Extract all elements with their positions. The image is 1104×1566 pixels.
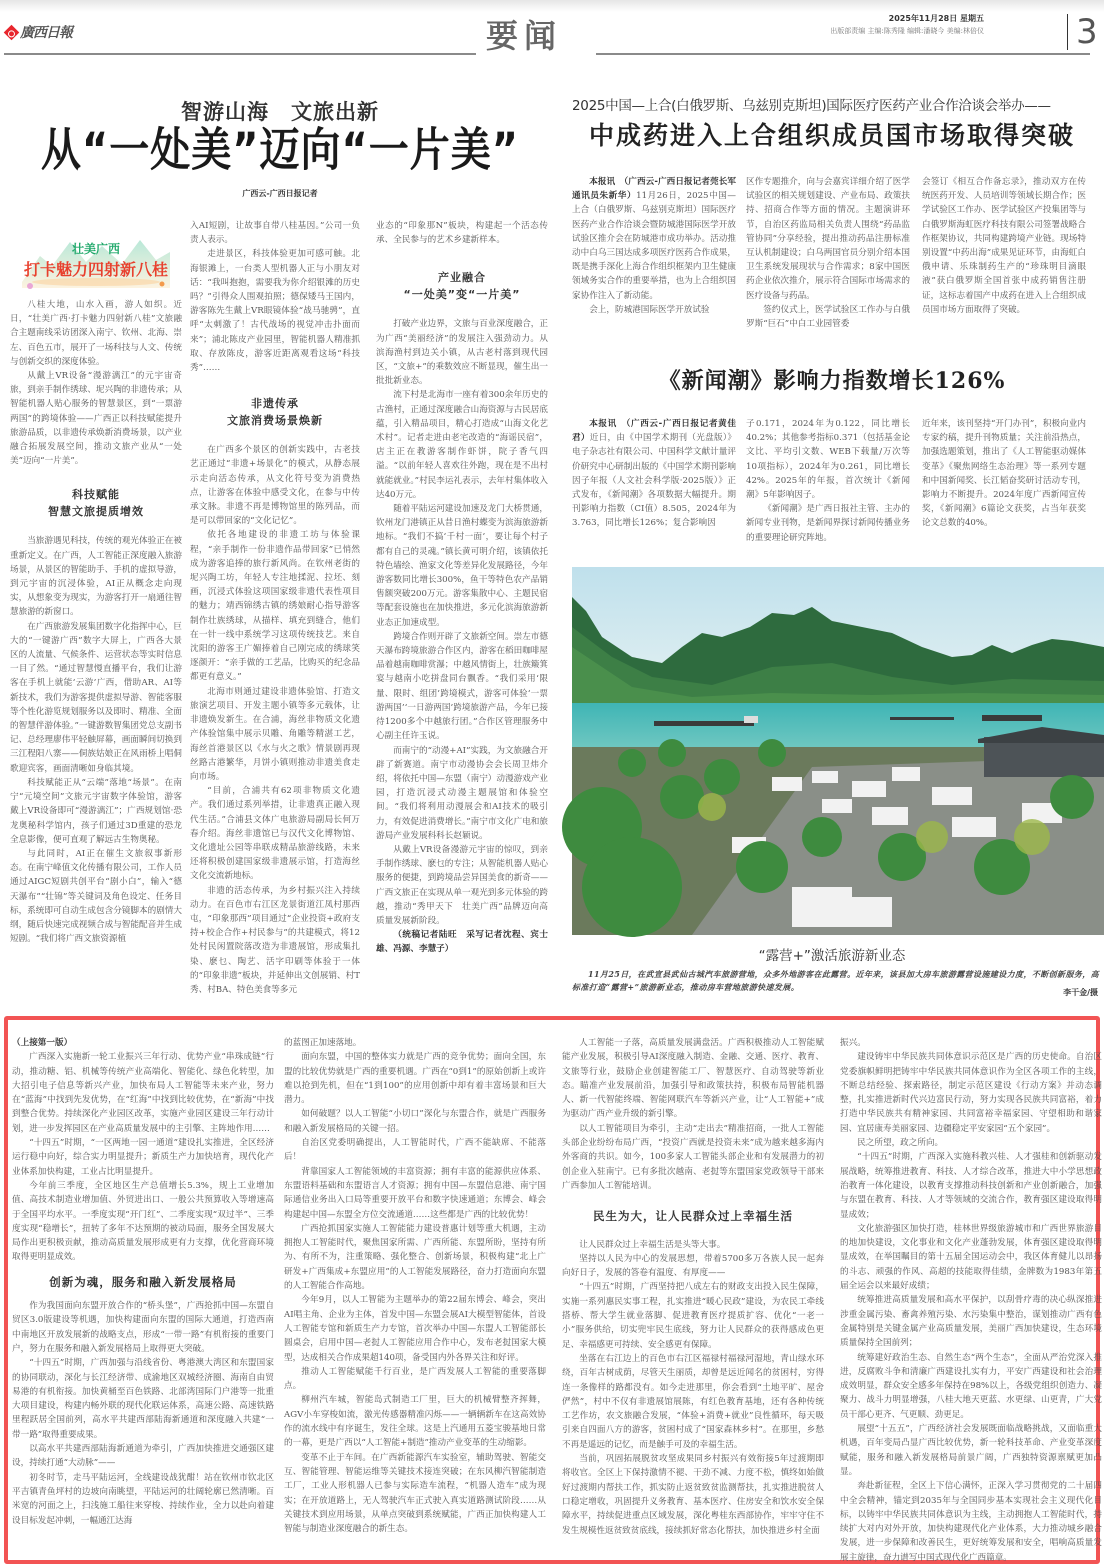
author-signature: （统稿记者陆旺 采写记者沈程、宾士雄、冯源、李慧子） — [376, 930, 548, 955]
photo-title: “露营+”激活旅游新业态 — [758, 948, 906, 964]
section-heading-innovation: 创新为魂，服务和融入新发展格局 — [49, 1274, 237, 1289]
paragraph: 近年来，该刊坚持“开门办刊”，积极向业内专家约稿，提升刊物质量；关注前沿热点，加强选题策划，推出了《人工智能驱动媒体变革》《聚焦网络生态治理》等一系列专题和中国新闻奖、长江韬奋奖研讨活动专刊，影响力不断提升。2024年度广西新闻宣传奖，《新闻潮》6篇论文获奖，占当年获奖论文总数的40%。 — [922, 419, 1086, 529]
paragraph: 业态的“印象那N”板块，构建起一个活态传承、全民参与的艺术乡建新样本。 — [376, 221, 548, 246]
badge-line1: 壮美广西 — [71, 242, 120, 256]
paragraph: 而南宁的“动漫+AI”实践，为文旅融合开辟了新赛道。南宁市动漫协会会长周卫炜介绍，将依托中国—东盟（南宁）动漫游戏产业园，打造沉浸式动漫主题展馆和体验空间。“我们将利用动漫展会和AI技术的吸引力，有效促进消费增长。”南宁市文化广电和旅游局产业发展科科长赵颖说。 — [376, 745, 548, 841]
photo-illustration — [572, 567, 1104, 935]
right-article-col3 — [922, 175, 1086, 317]
paragraph: 签约仪式上，医学试验区工作办与白俄罗斯“巨石”中白工业园管委 — [746, 304, 910, 330]
subhead-line: 科技赋能 — [72, 488, 120, 502]
paragraph: “十四五”时期，广西深入实施科教兴桂、人才强桂和创新驱动发展战略，统筹推进教育、科技、人才综合改革，推进大中小学思想政治教育一体化建设，以教育支撑推动科技创新和产业创新融合，加强与东盟在教育、科技、人才等领域的交流合作，教育强区建设取得明显成效； — [840, 1152, 1102, 1220]
paragraph: 在广西多个景区的创新实践中，古老技艺正通过“非遗+场景化”的模式，从静态展示走向活态传承，从文化符号变为消费热点，让游客在体验中感受文化，在参与中传承文脉。非遗不再是博物馆里的陈列品，而是可以带回家的“文化记忆”。 — [190, 445, 360, 527]
left-article-kicker: 智游山海 文旅出新 — [181, 99, 379, 124]
paragraph: 以人工智能项目为牵引，主动“走出去”精准招商，一批人工智能头部企业纷纷布局广西，“投资广西就是投资未来”成为越来越多海内外客商的共识。如今，100多家人工智能头部企业和有发展潜力的初创企业入驻南宁。已有多批次越南、老挝等东盟国家党政领导干部来广西参加人工智能培训。 — [562, 1123, 824, 1191]
paragraph: 推动人工智能赋能千行百业，是广西发展人工智能的重要落脚点。 — [284, 1366, 546, 1392]
logo-diamond-icon — [4, 24, 20, 40]
continued-label: （上接第一版） — [12, 1038, 73, 1048]
bottom-col2 — [284, 1036, 546, 1552]
header-rule-right — [596, 53, 1090, 55]
paragraph: 北海市则通过建设非遗体验馆、打造文旅演艺项目、开发主题小镇等多元载体，让非遗焕发新生。在合浦，海丝非物质文化遗产体验馆集中展示贝雕、角雕等精湛工艺，海丝首港景区以《水与火之歌》情景剧再现丝路古港繁华，月饼小镇则推动非遗美食走向市场。 — [190, 686, 360, 782]
paragraph: 的蓝图正加速落地。 — [284, 1038, 362, 1048]
paragraph: 会上，防城港国际医学开放试验 — [589, 304, 710, 315]
lead-label: 本报讯 （广西云-广西日报记者莞长军 通讯员朱新华） — [572, 177, 745, 202]
paragraph: 非遗的活态传承，为乡村振兴注入持续动力。在百色市右江区龙景街道江凤村那西屯，“印象那西”项目通过“企业投资+政府支持+校企合作+村民参与”的共建模式，将12处村民闲置院落改造为非遗展馆，形成集扎染、麽乜、陶艺、活字印刷等体验于一体的“印象非遗”板块，并延伸出文创展销、村T秀、村BA、特色美食等多元 — [190, 885, 360, 995]
badge-line2: 打卡魅力四射新八桂 — [23, 260, 168, 279]
right-article-headline: 中成药进入上合组织成员国市场取得突破 — [588, 121, 1075, 150]
paragraph-text: 11月26日，2025中国—上合（白俄罗斯、乌兹别克斯坦）国际医疗医药产业合作洽谈会暨防城港国际医学开放试验区推介会在防城港市成功举办。活动推动中白乌三国达成多项医疗医药合作成果，既是携手深化上海合作组织框架内卫生健康领域务实合作的重要举措，也为上合组织国家协作注入了新动能。 — [572, 191, 736, 301]
paragraph: 流下村是北海市一座有着300余年历史的古渔村，正通过深度融合山海资源与古民居底蕴，引入精品项目，精心打造成“山海文化艺术村”。记者走进由老宅改造的“海谣民宿”，店主正在教游客制作虾饼，院子香气四溢。“以前年轻人喜欢往外跑，现在是不出村就能就业。”村民李运礼表示，去年村集体收入达40万元。 — [376, 390, 548, 500]
top-shadow-bar — [0, 0, 1104, 12]
logo-text: 廣西日報 — [20, 25, 72, 41]
paragraph: 子0.171，2024年为0.122，同比增长40.2%；其他参考指标0.371（包括基金论文比、平均引文数、WEB下载量/万次等10项指标），2024年为0.261，同比增长42%。2025年的年报，首次统计《新闻潮》5年影响因子。 — [746, 419, 910, 501]
paragraph: 建设铸牢中华民族共同体意识示范区是广西的历史使命。自治区党委旗帜鲜明把铸牢中华民族共同体意识作为全区各项工作的主线，不断总结经验、探索路径，制定示范区建设《行动方案》并动态调整，扎实推进新时代兴边富民行动，努力实现各民族共同富裕，着力打造中华民族共有精神家园、共同富裕幸福家园、守望相助和谐家园、宜居康寿美丽家园、边疆稳定平安家园“五个家园”。 — [840, 1052, 1102, 1134]
xinwenchao-col2 — [746, 417, 910, 545]
subhead-tech — [10, 486, 182, 520]
subhead-line: 非遗传承 — [251, 397, 299, 411]
paragraph: 展望“十五五”，广西经济社会发展既面临战略挑战，又面临重大机遇，百年变局凸显广西比较优势，新一轮科技革命、产业变革深度赋能，服务和融入新发展格局前景广阔，广西独特资源禀赋更加凸显。 — [840, 1424, 1102, 1477]
series-badge — [22, 232, 170, 288]
paragraph: 今年前三季度，全区地区生产总值增长5.3%，规上工业增加值、高技术制造业增加值、外贸进出口、一般公共预算收入等增速高于全国平均水平。一季度实现“开门红”、二季度实现“双过半”、三季度实现“稳增长”，扭转了多年不达预期的被动局面，服务全国发展大局作出更积极贡献，推动高质量发展形成更有力支撑，优化营商环境取得更明显成效。 — [12, 1180, 274, 1263]
paragraph: 奔赴新征程，全区上下信心满怀，正深入学习贯彻党的二十届四中全会精神，锚定到2035年与全国同步基本实现社会主义现代化目标，以铸牢中华民族共同体意识为主线，主动拥抱人工智能时代，持续扩大对内对外开放，加快构建现代化产业体系，大力推动城乡融合发展，进一步保障和改善民生，更好统筹发展和安全，唱响高质量发展主旋律，奋力谱写中国式现代化广西篇章。 — [840, 1481, 1102, 1563]
subhead-line: 文旅消费场景焕新 — [227, 414, 323, 428]
paragraph: 入AI短剧，让故事自带八桂基因。”公司一负责人表示。 — [190, 221, 360, 246]
left-article-col1 — [10, 298, 182, 946]
paragraph: 自治区党委明确提出，人工智能时代，广西不能缺席、不能落后！ — [284, 1138, 546, 1163]
right-article-col1 — [572, 175, 745, 317]
xinwenchao-headline: 《新闻潮》影响力指数增长126% — [658, 368, 1006, 394]
paragraph: 以高水平共建西部陆海新通道为牵引，广西加快推进交通强区建设，持续打通“大动脉”—— — [12, 1444, 274, 1469]
section-heading-livelihood: 民生为大，让人民群众过上幸福生活 — [593, 1209, 793, 1224]
paragraph: 如何破题？以人工智能“小切口”深化与东盟合作，就是广西服务和融入新发展格局的关键一招。 — [284, 1109, 546, 1134]
paragraph: 当旅游遇见科技，传统的观光体验正在被重新定义。在广西，人工智能正深度融入旅游场景，从景区的智能助手、手机的虚拟导游，到元宇宙的沉浸体验，AI正从概念走向现实，从想象变为现实，为游客打开一扇通往智慧旅游的新窗口。 — [10, 536, 182, 618]
masthead — [0, 12, 1104, 55]
paragraph: 统筹推进高质量发展和高水平保护，以刮骨疗毒的决心纵深推进涉重金属污染、畜禽养殖污染、水污染集中整治，谋划推动广西有色金属特别是关键金属产业高质量发展，美丽广西加快建设，生态环境质量保持全国前列； — [840, 1295, 1102, 1349]
paragraph: 当前，巩固拓展脱贫攻坚成果同乡村振兴有效衔接5年过渡期即将收官。全区上下保持激情不褪、干劲不减、力度不松，慎终如始做好过渡期内帮扶工作，抓实防止返贫致贫监测帮扶，扎实推进脱贫人口稳定增收，巩固提升义务教育、基本医疗、住房安全和饮水安全保障水平，持续促进重点区域发展，深化粤桂东西部协作，牢牢守住不发生规模性返贫致贫底线，接续抓好常态化帮扶，加快推进乡村全面 — [562, 1454, 824, 1536]
xinwenchao-col3 — [922, 417, 1086, 531]
paragraph: 坚持以人民为中心的发展思想，带着5700多万各族人民一起奔向好日子，发展的答卷有温度、有厚度—— — [562, 1253, 824, 1279]
paragraph: “十四五”时期，广西加强与沿线省份、粤港澳大湾区和东盟国家的协同联动，深化与长江经济带、成渝地区双城经济圈、海南自由贸易港的有机衔接。加快黄桶至百色铁路、北部湾国际门户港等一批重大项目建设，构建内畅外联的现代化联运体系，高速公路、高速铁路里程跃居全国前列，高水平共建西部陆海新通道和深度融入共建“一带一路”取得重要成果。 — [12, 1358, 274, 1440]
paragraph: 民之所望，政之所向。 — [857, 1138, 944, 1149]
header-rule-left — [4, 53, 476, 55]
paragraph: 打破产业边界，文旅与百业深度融合，正为广西“美丽经济”的发展注入强劲动力。从滨海渔村到边关小镇，从古老村落到现代园区，“文旅+”的乘数效应不断显现，催生出一批批新业态。 — [376, 319, 548, 387]
photo-caption — [572, 968, 1104, 994]
paragraph: 跨境合作则开辟了文旅新空间。崇左市德天瀑布跨境旅游合作区内，游客在稻田咖啡屋品着越南咖啡赏瀑；中越风情街上，壮族簸箕宴与越南小吃拼盘同台飘香。“我们采用‘限量、限时、组团’跨境模式，游客可体验‘一票游两国’‘一日游两国’跨境旅游产品，今年已接待1200多个中越旅行团。”合作区管理服务中心副主任许玉说。 — [376, 631, 548, 742]
photo-credit: 李干金/摄 — [1063, 988, 1098, 997]
paragraph: 《新闻潮》是广西日报社主管、主办的新闻专业刊物，是新闻界探讨新闻传播业务的重要理论研究阵地。 — [746, 504, 910, 543]
paragraph: 人工智能一子落，高质量发展满盘活。广西积极推动人工智能赋能产业发展，积极引导AI深度融入制造、金融、交通、医疗、教育、文旅等行业，鼓励企业创建智能工厂、智慧医疗、自动驾驶等新业态。瞄准产业发展前沿，加强引导和政策扶持，积极布局智能机器人、新一代智能终端、智能网联汽车等新兴产业，让“人工智能+”成为驱动广西产业升级的新引擎。 — [562, 1038, 824, 1120]
left-article-col3 — [376, 219, 548, 957]
paragraph: 变革不止于车间。在广西新能源汽车实验室，辅助驾驶、智能交互、智能管理、智能运维等关键技术接连突破；在东风柳汽智能制造工厂，工业人形机器人已参与实际造车流程，“机器人造车”成为现实；在开放道路上，无人驾驶汽车正式驶入真实道路测试阶段……从关键技术到应用场景，从单点突破到系统赋能，广西正加快构建人工智能与制造业深度融合的新生态。 — [284, 1452, 546, 1535]
paragraph: 今年9月，以人工智能为主题举办的第22届东博会、峰会，突出AI唱主角、企业为主体，首发中国—东盟会展AI大模型智能体，首设人工智能专馆和新质生产力专馆，首次举办中国—东盟人工智能部长圆桌会，启用中国—老挝人工智能应用合作中心，发布老挝国家大模型，达成相关合作成果超140项，备受国内外各界关注和好评。 — [284, 1295, 546, 1363]
bottom-col3 — [562, 1036, 824, 1552]
paragraph: 随着平陆运河建设加速及龙门大桥贯通，钦州龙门港镇正从昔日渔村蝶变为滨海旅游新地标。“我们不搞‘千村一面’，要让每个村子都有自己的灵魂。”镇长黄可明介绍，该镇依托特色墙绘、渔家文化等差异化发展路径，今年游客数同比增长300%，鱼干等特色农产品销售额突破200万元。游客集散中心、主题民宿等配套设施也在加快推进，多元化滨海旅游新业态正加速成型。 — [376, 504, 548, 628]
editorial-staff: 出版部责编 主编:陈秀隆 编辑:潘晓今 美编:林倍仪 — [830, 27, 984, 35]
subhead-line: “一处美”变“一片美” — [403, 288, 521, 302]
section-title: 要闻 — [486, 17, 563, 55]
dateline — [830, 13, 984, 36]
bottom-col1 — [12, 1036, 274, 1528]
paragraph: 广西深入实施新一轮工业振兴三年行动、优势产业“串珠成链”行动，推动糖、铝、机械等传统产业高端化、智能化、绿色化转型，加大招引电子信息等新兴产业，加快布局人工智能等未来产业，努力在“蓝海”中找到先发优势，在“红海”中找到比较优势，在“新海”中找到整合优势。持续深化产业园区改革，实施产业园区建设三年行动计划，进一步发挥园区在产业高质量发展中的主引擎、主阵地作用…… — [12, 1052, 274, 1134]
paragraph: 与此同时，AI正在催生文旅叙事新形态。在南宁峰值文化传播有限公司，工作人员通过AIGC短剧共创平台“剧小白”，输入“德天瀑布”“壮锦”等关键词及角色设定、任务目标，系统即可自动生成包含分镜脚本的剧情大纲，随后快速完成视频合成与智能配音并生成短剧。“我们将广西文旅资源植 — [10, 848, 182, 945]
paragraph: 振兴。 — [840, 1038, 866, 1048]
bottom-col4 — [840, 1036, 1102, 1563]
left-article-byline: 广西云-广西日报记者 — [242, 189, 318, 198]
paragraph-text: 近日，由《中国学术期刊（光盘版）》电子杂志社有限公司、中国科学文献计量评价研究中心研制出版的《中国学术期刊影响因子年报（人文社会科学版·2025版）》正式发布，《新闻潮》各项数据大幅提升。期刊影响力指数（CI值）8.505，2024年为3.763，同比增长126%；复合影响因 — [572, 433, 736, 529]
paragraph: 在广西旅游发展集团数字化指挥中心，巨大的“一键游广西”数字大屏上，广西各大景区的人流量、气候条件、运营状态等实时信息一目了然。“通过智慧慢直播平台，我们让游客在手机上就能‘云游’广西，借助AR、AI等新技术，我们为游客提供虚拟导游、智能客服等个性化游览规划服务以及即时、精准、全面的智慧伴游体验。”一键游数智集团党总支副书记、总经理廖伟平轻触屏幕，画面瞬间切换到三江程阳八寨——侗族姑娘正在风雨桥上唱侗歌迎宾客，画面清晰如身临其境。 — [10, 621, 182, 774]
paragraph: 会签订《相互合作备忘录》，推动双方在传统医药开发、人员培训等领域长期合作；医学试验区工作办、医学试验区产投集团等与白俄罗斯海虹医疗科技有限公司签署战略合作框架协议，共同构建跨境产业链。现场特别设置“中药出海”成果见证环节，由海虹白俄申请、乐珠制药生产的“珍珠明目滴眼液”获白俄罗斯全国首张中成药销售注册证，这标志着国产中成药在进入上合组织成员国市场方面取得了突破。 — [922, 177, 1086, 315]
subhead-heritage — [190, 395, 360, 429]
paragraph: 文化旅游强区加快打造，桂林世界级旅游城市和广西世界旅游目的地加快建设，文化事业和文化产业蓬勃发展，体育强区建设取得明显成效，在举国瞩目的第十五届全国运动会中，我区体育健儿以昂扬的斗志、顽强的作风、高超的技能取得佳绩，金牌数为1983年第五届全运会以来最好成绩； — [840, 1223, 1102, 1292]
paragraph: 坐落在右江边上的百色市右江区福禄村福禄河湿地，青山绿水环绕，百年古树成荫，尽管天生丽质，却曾是远近闻名的贫困村，穷得连一条像样的路都没有。如今走进那里，你会看到“土地平旷、屋舍俨然”，村中不仅有非遗展馆展陈，有红色教育基地，还有各种传统工艺作坊，农文旅融合发展，“体验+消费+就业”良性循环，每天吸引来自四面八方的游客，贫困村成了“国家森林乡村”。在那里，乡愁不再是遥远的记忆，而是触手可及的幸福生活。 — [562, 1353, 824, 1450]
paragraph: 统筹建好政治生态、自然生态“两个生态”，全面从严治党深入推进，反腐败斗争和清廉广西建设扎实有力，平安广西建设和社会治理成效明显，群众安全感多年保持在98%以上，各级党组织创造力、凝聚力、战斗力明显增强，八桂大地天更蓝、水更绿、山更青，广大党员干部心更齐、气更顺、劲更足。 — [840, 1352, 1102, 1420]
paragraph: 面向东盟，中国的整体实力就是广西的竞争优势；面向全国，东盟的比较优势就是广西的重要机遇。广西在“0到1”的原始创新上或许难以抢到先机，但在“1到100”的应用创新中却有着丰富场景和巨大潜力。 — [284, 1052, 546, 1106]
paragraph: 作为我国面向东盟开放合作的“桥头堡”，广西抢抓中国—东盟自贸区3.0版建设等机遇，加快构建面向东盟的国际大通道，打造西南中南地区开放发展新的战略支点，形成“一带一路”有机衔接的重要门户，努力在服务和融入新发展格局上取得更大突破。 — [12, 1301, 274, 1354]
paragraph: 让人民群众过上幸福生活是头等大事。 — [579, 1239, 726, 1250]
right-article-col2 — [746, 175, 910, 331]
subhead-line: 智慧文旅提质增效 — [48, 505, 144, 519]
lead-label: 本报讯 （广西云-广西日报记者黄佳君） — [572, 419, 736, 444]
subhead-line: 产业融合 — [438, 271, 486, 285]
camping-photo — [572, 567, 1104, 935]
paragraph: 区作专题推介，向与会嘉宾详细介绍了医学试验区的相关规划建设、产业布局、政策扶持、招商合作等方面的情况。主题演讲环节，自治区药监局相关负责人围绕“药品监管协同”分享经验，提出推动药品注册标准互认机制建设；白乌两国官员分别介绍本国卫生系统发展现状与合作需求；8家中国医药企业依次推介，展示符合国际市场需求的医疗设备与药品。 — [746, 177, 910, 301]
subhead-industry — [376, 269, 548, 303]
paragraph: “十四五”时期，广西坚持把八成左右的财政支出投入民生保障，实施一系列惠民实事工程，扎实推进“暖心民政”建设，为农民工牵线搭桥、帮大学生就业落脚、促进教育医疗提质扩容、优化“一老一小”服务供给，切实兜牢民生底线，努力让人民群众的获得感成色更足、幸福感更可持续、安全感更有保障。 — [562, 1282, 824, 1350]
paragraph: “十四五”时期，“一区两地一园一通道”建设扎实推进，全区经济运行稳中向好，综合实力明显提升；新质生产力加快培育，现代化产业体系加快构建，工业占比明显提升。 — [12, 1138, 274, 1177]
paragraph: 从戴上VR设备“漫游漓江”的元宇宙奇旅，到亲手制作绣球、坭兴陶的非遗传承；从智能机器人贴心服务的智慧景区，到“一票游两国”的跨境体验——广西正以科技赋能提升旅游品质，以非遗传承焕新消费场景，以产业融合拓展发展空间，推动文旅产业从“一处美”迈向“一片美”。 — [10, 371, 182, 467]
page-number-divider — [1067, 14, 1068, 50]
left-article-col2 — [190, 219, 360, 997]
paragraph: 广西抢抓国家实施人工智能能力建设普惠计划等重大机遇，主动拥抱人工智能时代，聚焦国家所需、广西所能、东盟所盼，坚持有所为、有所不为，注重策略、强化整合、创新场景，积极构建“北上广研发+广西集成+东盟应用”的人工智能发展路径，奋力打造面向东盟的人工智能合作高地。 — [284, 1223, 546, 1292]
left-article-headline: 从“一处美”迈向“一片美” — [40, 124, 520, 177]
right-article-kicker: 2025中国—上合(白俄罗斯、乌兹别克斯坦)国际医疗医药产业合作洽谈会举办—— — [572, 98, 1051, 114]
paragraph: 初冬时节，走马平陆运河，全线建设战犹酣！站在钦州市钦北区平吉镇青鱼坪村的边坡向南眺望，平陆运河的壮阔轮廓已然清晰。百米宽的河面之上，扫浅施工船往来穿梭、持续作业，全力以赴向着建设目标发起冲刺，一幅通江达海 — [12, 1472, 274, 1526]
xinwenchao-col1 — [572, 417, 736, 531]
paragraph: 八桂大地，山水入画，游人如织。近日，“壮美广西·打卡魅力四射新八桂”文旅融合主题南线采访团深入南宁、钦州、北海、崇左、百色五市，展开了一场科技与人文、传统与创新交织的深度体验。 — [10, 300, 182, 367]
newspaper-logo — [6, 22, 72, 42]
paragraph: 柳州汽车城，智能岛式制造工厂里，巨大的机械臂整齐挥舞，AGV小车穿梭如流，激光传感器精准闪烁——一辆辆新车在这高效协作的流水线中有序诞生，发往全球。这是上汽通用五菱宝骏基地日常的一幕，更是广西以“人工智能+制造”推动产业变革的生动缩影。 — [284, 1395, 546, 1449]
paragraph: “目前，合浦共有62项非物质文化遗产。我们通过系列举措，让非遗真正融入现代生活。”合浦县文体广电旅游局副局长何万春介绍。海丝非遗馆已与汉代文化博物馆、文化遗址公园等串联成精品旅游线路，未来还将积极创建国家级非遗展示馆，打造海丝文化交流新地标。 — [190, 786, 360, 882]
page-number: 3 — [1076, 12, 1098, 52]
photo-caption-text: 11月25日，在武宣县武仙古城汽车旅游营地，众多外地游客在此露营。近年来，该县加大房车旅游露营设施建设力度，不断创新服务，高标准打造“露营+”旅游新业态，推动房车营地旅游快速发展。 — [572, 969, 1100, 992]
issue-date: 2025年11月28日 星期五 — [888, 14, 984, 23]
paragraph: 从戴上VR设备漫游元宇宙的惊叹，到亲手制作绣球、麽乜的专注；从智能机器人贴心服务的便捷，到跨境品尝异国美食的新奇——广西文旅正在实现从单一观光到多元体验的跨越，推动“秀甲天下 壮美广西”品牌迈向高质量发展新阶段。 — [376, 844, 548, 926]
paragraph: 背靠国家人工智能领域的丰富资源；拥有丰富的能源供应体系、东盟语料基础和东盟语言人才资源；拥有中国—东盟信息港、南宁国际通信业务出入口局等重要开放平台和数字快速通道；东博会、峰会构建起中国—东盟全方位交流通道……这些都是广西的比较优势！ — [284, 1166, 546, 1220]
paragraph: 科技赋能正从“云端”落地“场景”。在南宁“元境空间”文旅元宇宙数字体验馆，游客戴上VR设备即可“漫游漓江”；广西规划馆·恐龙奥秘科学馆内，孩子们通过3D重建的恐龙全息影像，便可直观了解远古生物奥秘。 — [10, 777, 182, 845]
paragraph: 依托各地建设的非遗工坊与体验课程，“亲手制作一份非遗作品带回家”已悄然成为游客追捧的旅行新风尚。在钦州老街的坭兴陶工坊，年轻人专注地揉泥、拉坯、刻画，沉浸式体验这项国家级非遗代表性项目的魅力；靖西锦绣古镇的绣娘耐心指导游客制作壮族绣球，从描样、填充到缝合，他们在一针一线中系统学习这项传统技艺。来自沈阳的游客王广媚捧着自己刚完成的绣球笑逐颜开：“亲手做的工艺品，比购买的纪念品都更有意义。” — [190, 530, 360, 683]
paragraph: 走进景区，科技体验更加可感可触。北海银滩上，一台类人型机器人正与小朋友对话：“我叫抱抱，需要我为你介绍银滩的历史吗？”引得众人围观拍照；德保矮马王国内，游客陈先生戴上VR眼镜体验“战马驰骋”，直呼“太刺激了！古代战场的视觉冲击扑面而来”；浦北陈皮产业园里，智能机器人精准抓取、存放陈皮，游客近距离观看这场“科技秀”…… — [190, 249, 360, 374]
